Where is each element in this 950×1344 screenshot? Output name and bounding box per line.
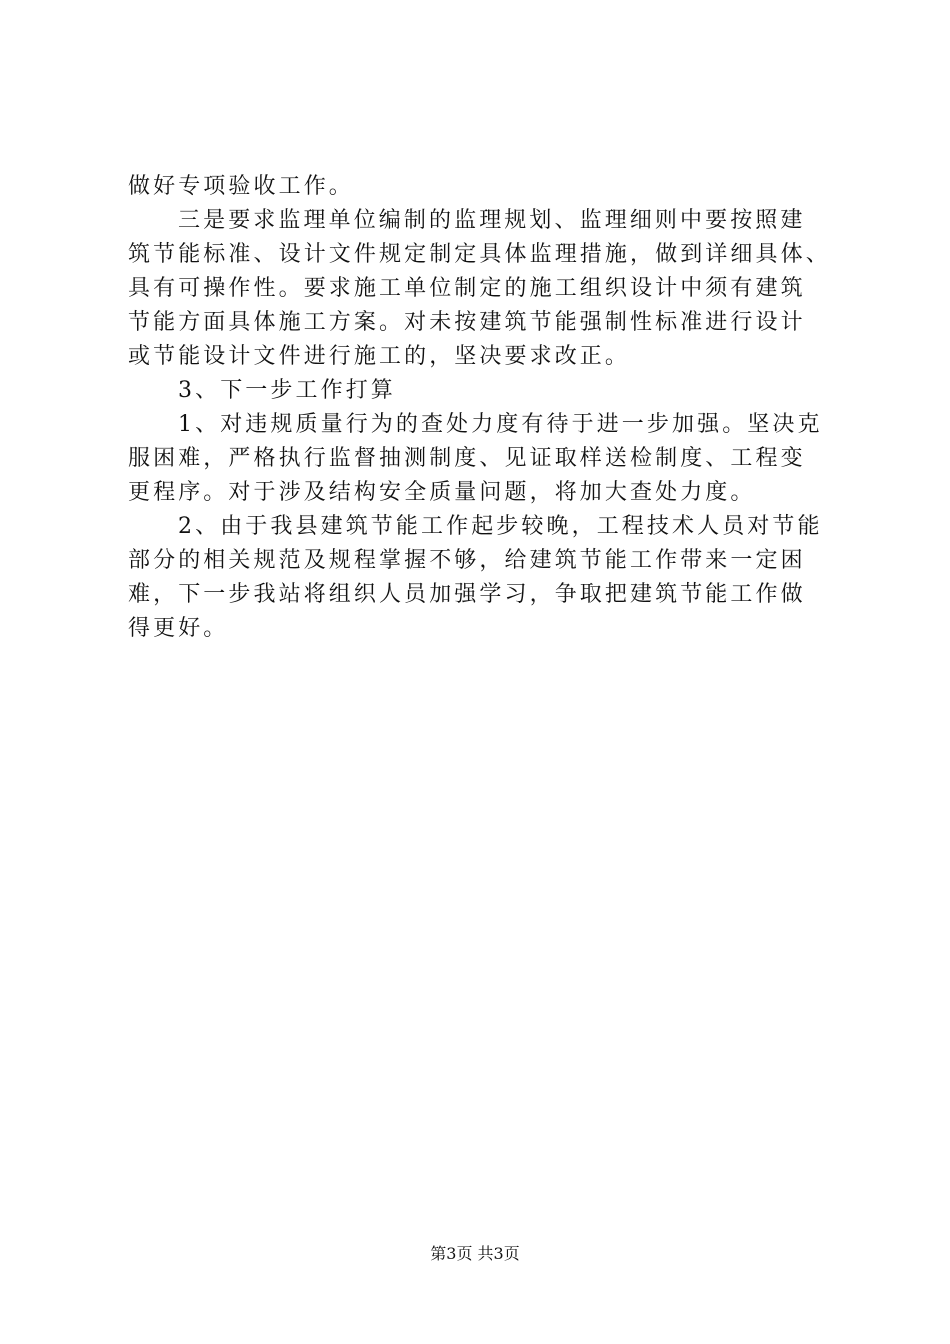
text-line: 三是要求监理单位编制的监理规划、监理细则中要按照建	[178, 208, 806, 233]
text-line: 2、由于我县建筑节能工作起步较晚，工程技术人员对节能	[178, 514, 823, 539]
document-body	[128, 170, 831, 646]
text-line: 或节能设计文件进行施工的，坚决要求改正。	[128, 344, 631, 369]
text-line: 得更好。	[128, 616, 229, 641]
text-line: 具有可操作性。要求施工单位制定的施工组织设计中须有建筑	[128, 276, 806, 301]
text-line: 服困难，严格执行监督抽测制度、见证取样送检制度、工程变	[128, 446, 806, 471]
text-line: 更程序。对于涉及结构安全质量问题，将加大查处力度。	[128, 480, 756, 505]
page-number-footer: 第3页 共3页	[430, 1244, 520, 1263]
text-line: 部分的相关规范及规程掌握不够，给建筑节能工作带来一定困	[128, 548, 806, 573]
section-heading: 3、下一步工作打算	[178, 378, 396, 403]
text-line: 1、对违规质量行为的查处力度有待于进一步加强。坚决克	[178, 412, 823, 437]
text-line: 做好专项验收工作。	[128, 174, 354, 199]
text-line: 节能方面具体施工方案。对未按建筑节能强制性标准进行设计	[128, 310, 806, 335]
text-line: 难，下一步我站将组织人员加强学习，争取把建筑节能工作做	[128, 582, 806, 607]
text-line: 筑节能标准、设计文件规定制定具体监理措施，做到详细具体、	[128, 242, 831, 267]
